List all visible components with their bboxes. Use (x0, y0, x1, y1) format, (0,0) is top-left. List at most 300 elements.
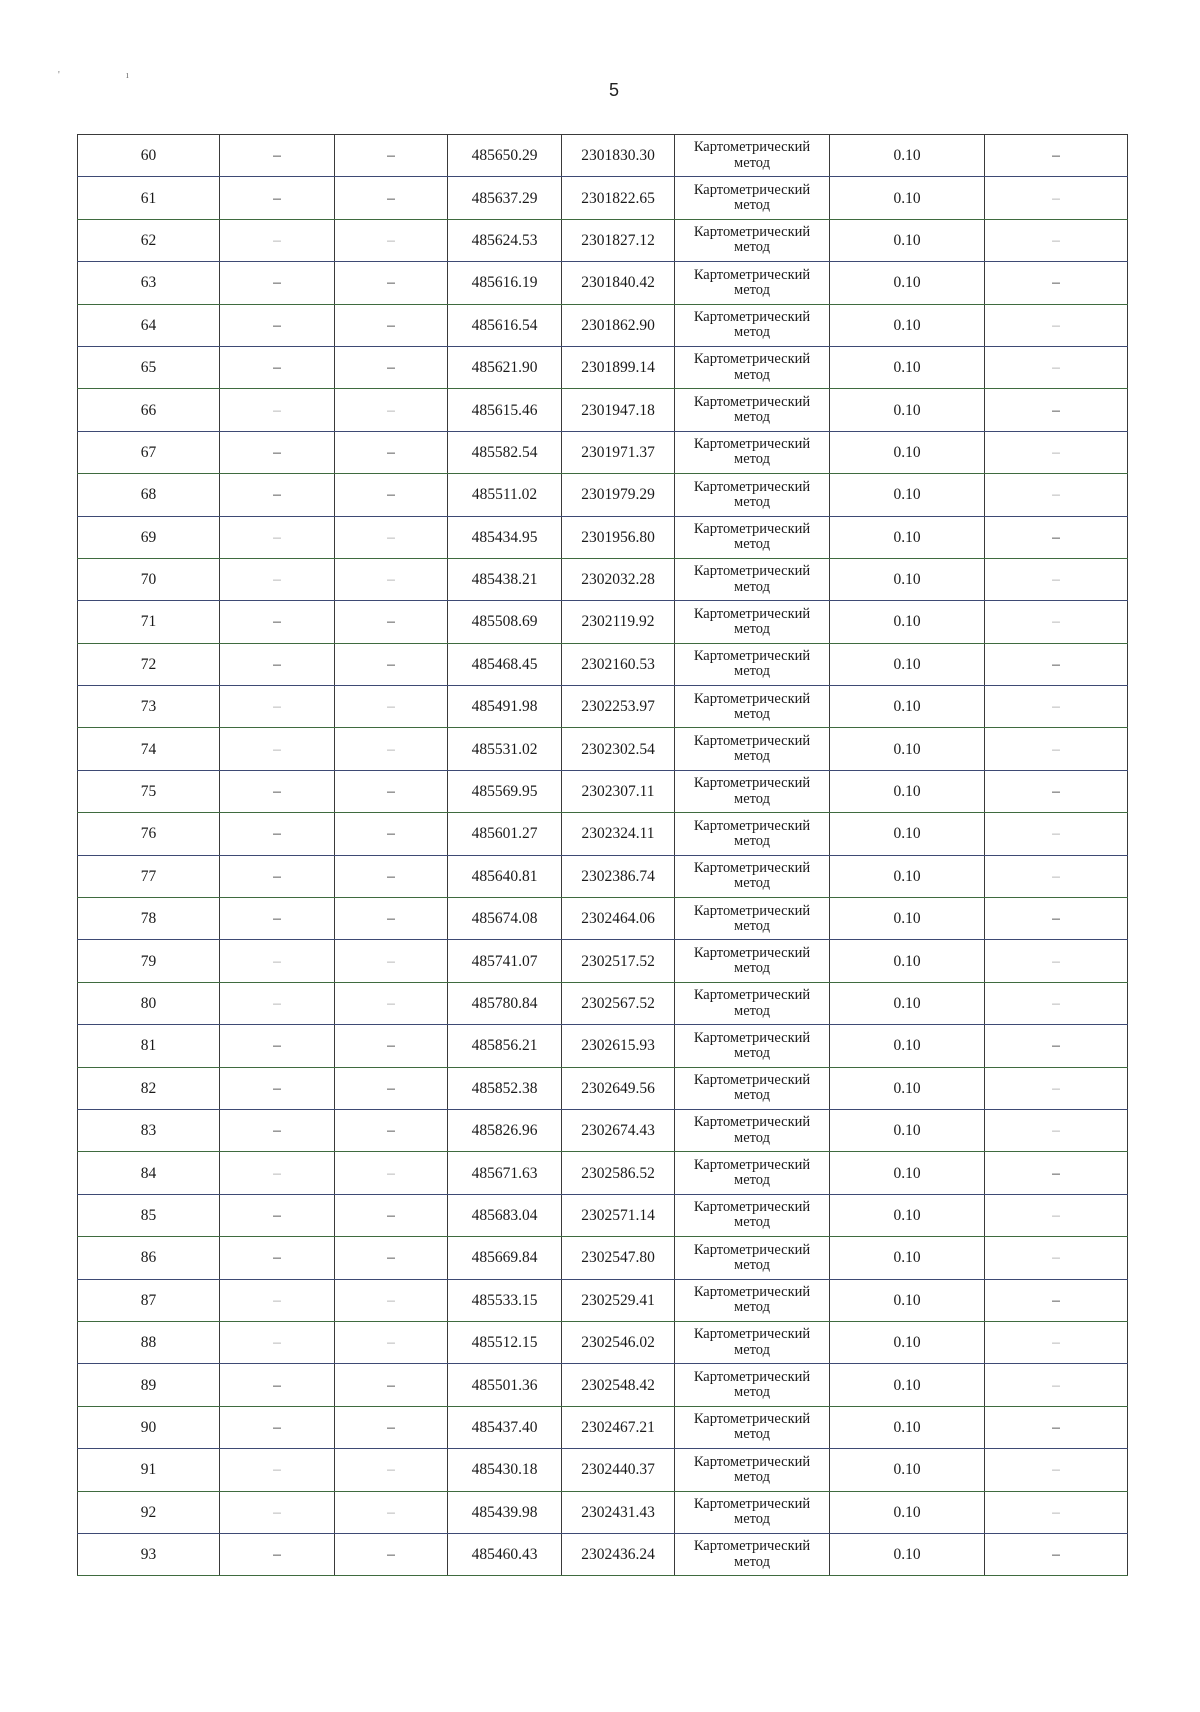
dash-cell: – (985, 770, 1128, 812)
point-number-cell: 72 (78, 643, 220, 685)
method-cell: Картометрический метод (675, 982, 830, 1024)
accuracy-cell: 0.10 (830, 1194, 985, 1236)
x-coordinate-cell: 485460.43 (448, 1533, 562, 1575)
table-row (78, 177, 1128, 219)
point-number-cell: 71 (78, 601, 220, 643)
y-coordinate-cell: 2301827.12 (562, 219, 675, 261)
dash-cell: – (985, 1449, 1128, 1491)
dash-cell: – (335, 516, 448, 558)
dash-cell: – (335, 601, 448, 643)
y-coordinate-cell: 2301899.14 (562, 346, 675, 388)
dash-cell: – (220, 940, 335, 982)
dash-cell: – (985, 813, 1128, 855)
dash-cell: – (220, 1321, 335, 1363)
dash-cell: – (985, 686, 1128, 728)
dash-cell: – (985, 1364, 1128, 1406)
accuracy-cell: 0.10 (830, 898, 985, 940)
table-row (78, 135, 1128, 177)
dash-cell: – (985, 1491, 1128, 1533)
dash-cell: – (220, 516, 335, 558)
accuracy-cell: 0.10 (830, 1491, 985, 1533)
x-coordinate-cell: 485637.29 (448, 177, 562, 219)
accuracy-cell: 0.10 (830, 1449, 985, 1491)
accuracy-cell: 0.10 (830, 1237, 985, 1279)
accuracy-cell: 0.10 (830, 389, 985, 431)
method-cell: Картометрический метод (675, 346, 830, 388)
point-number-cell: 62 (78, 219, 220, 261)
dash-cell: – (220, 1364, 335, 1406)
accuracy-cell: 0.10 (830, 1364, 985, 1406)
y-coordinate-cell: 2301822.65 (562, 177, 675, 219)
method-cell: Картометрический метод (675, 389, 830, 431)
table-row (78, 558, 1128, 600)
method-cell: Картометрический метод (675, 1449, 830, 1491)
x-coordinate-cell: 485616.54 (448, 304, 562, 346)
dash-cell: – (220, 1194, 335, 1236)
table-row (78, 1194, 1128, 1236)
point-number-cell: 90 (78, 1406, 220, 1448)
method-cell: Картометрический метод (675, 1237, 830, 1279)
dash-cell: – (335, 1194, 448, 1236)
dash-cell: – (985, 982, 1128, 1024)
table-row (78, 728, 1128, 770)
dash-cell: – (335, 940, 448, 982)
method-cell: Картометрический метод (675, 813, 830, 855)
dash-cell: – (985, 898, 1128, 940)
method-cell: Картометрический метод (675, 1279, 830, 1321)
accuracy-cell: 0.10 (830, 1321, 985, 1363)
method-cell: Картометрический метод (675, 1152, 830, 1194)
coordinates-table (77, 134, 1128, 1576)
accuracy-cell: 0.10 (830, 855, 985, 897)
y-coordinate-cell: 2301971.37 (562, 431, 675, 473)
dash-cell: – (220, 813, 335, 855)
point-number-cell: 79 (78, 940, 220, 982)
dash-cell: – (220, 1406, 335, 1448)
table-row (78, 1025, 1128, 1067)
x-coordinate-cell: 485683.04 (448, 1194, 562, 1236)
point-number-cell: 65 (78, 346, 220, 388)
x-coordinate-cell: 485491.98 (448, 686, 562, 728)
x-coordinate-cell: 485533.15 (448, 1279, 562, 1321)
table-row (78, 1364, 1128, 1406)
dash-cell: – (335, 1449, 448, 1491)
dash-cell: – (985, 431, 1128, 473)
method-cell: Картометрический метод (675, 770, 830, 812)
accuracy-cell: 0.10 (830, 686, 985, 728)
page-number: 5 (608, 80, 619, 100)
accuracy-cell: 0.10 (830, 346, 985, 388)
method-cell: Картометрический метод (675, 1406, 830, 1448)
x-coordinate-cell: 485615.46 (448, 389, 562, 431)
y-coordinate-cell: 2302324.11 (562, 813, 675, 855)
accuracy-cell: 0.10 (830, 516, 985, 558)
table-row (78, 1279, 1128, 1321)
y-coordinate-cell: 2302548.42 (562, 1364, 675, 1406)
x-coordinate-cell: 485582.54 (448, 431, 562, 473)
dash-cell: – (985, 219, 1128, 261)
dash-cell: – (335, 474, 448, 516)
table-row (78, 1152, 1128, 1194)
method-cell: Картометрический метод (675, 643, 830, 685)
table-row (78, 1321, 1128, 1363)
dash-cell: – (220, 855, 335, 897)
dash-cell: – (335, 219, 448, 261)
dash-cell: – (985, 1194, 1128, 1236)
dash-cell: – (985, 1109, 1128, 1151)
x-coordinate-cell: 485669.84 (448, 1237, 562, 1279)
accuracy-cell: 0.10 (830, 643, 985, 685)
table-row (78, 474, 1128, 516)
method-cell: Картометрический метод (675, 431, 830, 473)
x-coordinate-cell: 485508.69 (448, 601, 562, 643)
accuracy-cell: 0.10 (830, 1152, 985, 1194)
dash-cell: – (335, 262, 448, 304)
table-row (78, 940, 1128, 982)
dash-cell: – (335, 1491, 448, 1533)
dash-cell: – (335, 1406, 448, 1448)
dash-cell: – (985, 601, 1128, 643)
y-coordinate-cell: 2301956.80 (562, 516, 675, 558)
y-coordinate-cell: 2301979.29 (562, 474, 675, 516)
dash-cell: – (985, 1152, 1128, 1194)
point-number-cell: 82 (78, 1067, 220, 1109)
dash-cell: – (220, 1491, 335, 1533)
accuracy-cell: 0.10 (830, 262, 985, 304)
y-coordinate-cell: 2302674.43 (562, 1109, 675, 1151)
dash-cell: – (335, 686, 448, 728)
dash-cell: – (220, 1237, 335, 1279)
dash-cell: – (985, 1237, 1128, 1279)
y-coordinate-cell: 2301840.42 (562, 262, 675, 304)
dash-cell: – (220, 1152, 335, 1194)
accuracy-cell: 0.10 (830, 813, 985, 855)
y-coordinate-cell: 2302571.14 (562, 1194, 675, 1236)
y-coordinate-cell: 2302302.54 (562, 728, 675, 770)
dash-cell: – (220, 770, 335, 812)
accuracy-cell: 0.10 (830, 304, 985, 346)
table-row (78, 770, 1128, 812)
y-coordinate-cell: 2302517.52 (562, 940, 675, 982)
table-row (78, 304, 1128, 346)
method-cell: Картометрический метод (675, 728, 830, 770)
y-coordinate-cell: 2302440.37 (562, 1449, 675, 1491)
dash-cell: – (335, 1152, 448, 1194)
accuracy-cell: 0.10 (830, 1533, 985, 1575)
table-row (78, 1067, 1128, 1109)
table-row (78, 219, 1128, 261)
dash-cell: – (335, 558, 448, 600)
method-cell: Картометрический метод (675, 177, 830, 219)
accuracy-cell: 0.10 (830, 135, 985, 177)
accuracy-cell: 0.10 (830, 558, 985, 600)
dash-cell: – (220, 474, 335, 516)
point-number-cell: 63 (78, 262, 220, 304)
table-row (78, 346, 1128, 388)
point-number-cell: 83 (78, 1109, 220, 1151)
y-coordinate-cell: 2302649.56 (562, 1067, 675, 1109)
accuracy-cell: 0.10 (830, 982, 985, 1024)
y-coordinate-cell: 2302467.21 (562, 1406, 675, 1448)
y-coordinate-cell: 2302464.06 (562, 898, 675, 940)
dash-cell: – (985, 389, 1128, 431)
x-coordinate-cell: 485501.36 (448, 1364, 562, 1406)
dash-cell: – (220, 601, 335, 643)
dash-cell: – (335, 813, 448, 855)
point-number-cell: 87 (78, 1279, 220, 1321)
table-row (78, 643, 1128, 685)
point-number-cell: 89 (78, 1364, 220, 1406)
method-cell: Картометрический метод (675, 1025, 830, 1067)
accuracy-cell: 0.10 (830, 1406, 985, 1448)
x-coordinate-cell: 485780.84 (448, 982, 562, 1024)
dash-cell: – (220, 1533, 335, 1575)
y-coordinate-cell: 2302032.28 (562, 558, 675, 600)
dash-cell: – (220, 219, 335, 261)
method-cell: Картометрический метод (675, 898, 830, 940)
dash-cell: – (335, 177, 448, 219)
method-cell: Картометрический метод (675, 1194, 830, 1236)
point-number-cell: 64 (78, 304, 220, 346)
y-coordinate-cell: 2302586.52 (562, 1152, 675, 1194)
y-coordinate-cell: 2301862.90 (562, 304, 675, 346)
dash-cell: – (985, 474, 1128, 516)
dash-cell: – (335, 982, 448, 1024)
x-coordinate-cell: 485531.02 (448, 728, 562, 770)
table-row (78, 982, 1128, 1024)
method-cell: Картометрический метод (675, 474, 830, 516)
method-cell: Картометрический метод (675, 1364, 830, 1406)
point-number-cell: 73 (78, 686, 220, 728)
accuracy-cell: 0.10 (830, 1067, 985, 1109)
x-coordinate-cell: 485650.29 (448, 135, 562, 177)
dash-cell: – (335, 770, 448, 812)
accuracy-cell: 0.10 (830, 431, 985, 473)
y-coordinate-cell: 2302253.97 (562, 686, 675, 728)
x-coordinate-cell: 485569.95 (448, 770, 562, 812)
method-cell: Картометрический метод (675, 940, 830, 982)
dash-cell: – (985, 728, 1128, 770)
accuracy-cell: 0.10 (830, 940, 985, 982)
point-number-cell: 85 (78, 1194, 220, 1236)
dash-cell: – (985, 1067, 1128, 1109)
accuracy-cell: 0.10 (830, 1279, 985, 1321)
y-coordinate-cell: 2302307.11 (562, 770, 675, 812)
dash-cell: – (335, 1025, 448, 1067)
dash-cell: – (220, 643, 335, 685)
table-row (78, 1449, 1128, 1491)
method-cell: Картометрический метод (675, 262, 830, 304)
dash-cell: – (335, 1237, 448, 1279)
dash-cell: – (335, 728, 448, 770)
x-coordinate-cell: 485511.02 (448, 474, 562, 516)
point-number-cell: 75 (78, 770, 220, 812)
y-coordinate-cell: 2302436.24 (562, 1533, 675, 1575)
dash-cell: – (985, 558, 1128, 600)
dash-cell: – (985, 346, 1128, 388)
accuracy-cell: 0.10 (830, 1025, 985, 1067)
y-coordinate-cell: 2302160.53 (562, 643, 675, 685)
method-cell: Картометрический метод (675, 1109, 830, 1151)
point-number-cell: 81 (78, 1025, 220, 1067)
y-coordinate-cell: 2302386.74 (562, 855, 675, 897)
dash-cell: – (985, 304, 1128, 346)
dash-cell: – (220, 982, 335, 1024)
point-number-cell: 61 (78, 177, 220, 219)
method-cell: Картометрический метод (675, 304, 830, 346)
dash-cell: – (220, 431, 335, 473)
accuracy-cell: 0.10 (830, 219, 985, 261)
y-coordinate-cell: 2301947.18 (562, 389, 675, 431)
y-coordinate-cell: 2302431.43 (562, 1491, 675, 1533)
method-cell: Картометрический метод (675, 135, 830, 177)
dash-cell: – (220, 1279, 335, 1321)
table-row (78, 898, 1128, 940)
scan-mark: ı (126, 70, 129, 81)
y-coordinate-cell: 2302567.52 (562, 982, 675, 1024)
dash-cell: – (335, 1533, 448, 1575)
accuracy-cell: 0.10 (830, 728, 985, 770)
x-coordinate-cell: 485624.53 (448, 219, 562, 261)
accuracy-cell: 0.10 (830, 1109, 985, 1151)
dash-cell: – (985, 262, 1128, 304)
dash-cell: – (985, 1406, 1128, 1448)
point-number-cell: 60 (78, 135, 220, 177)
x-coordinate-cell: 485616.19 (448, 262, 562, 304)
x-coordinate-cell: 485852.38 (448, 1067, 562, 1109)
table-row (78, 1109, 1128, 1151)
dash-cell: – (985, 1279, 1128, 1321)
x-coordinate-cell: 485601.27 (448, 813, 562, 855)
table-row (78, 389, 1128, 431)
method-cell: Картометрический метод (675, 1491, 830, 1533)
table-row (78, 601, 1128, 643)
y-coordinate-cell: 2302546.02 (562, 1321, 675, 1363)
table-row (78, 431, 1128, 473)
y-coordinate-cell: 2302547.80 (562, 1237, 675, 1279)
dash-cell: – (985, 1321, 1128, 1363)
dash-cell: – (220, 1067, 335, 1109)
dash-cell: – (335, 1364, 448, 1406)
dash-cell: – (985, 1025, 1128, 1067)
dash-cell: – (335, 1321, 448, 1363)
table-row (78, 1406, 1128, 1448)
x-coordinate-cell: 485671.63 (448, 1152, 562, 1194)
dash-cell: – (985, 177, 1128, 219)
x-coordinate-cell: 485826.96 (448, 1109, 562, 1151)
point-number-cell: 84 (78, 1152, 220, 1194)
point-number-cell: 76 (78, 813, 220, 855)
x-coordinate-cell: 485640.81 (448, 855, 562, 897)
table-row (78, 262, 1128, 304)
y-coordinate-cell: 2302529.41 (562, 1279, 675, 1321)
point-number-cell: 70 (78, 558, 220, 600)
table-row (78, 1237, 1128, 1279)
dash-cell: – (335, 643, 448, 685)
x-coordinate-cell: 485674.08 (448, 898, 562, 940)
y-coordinate-cell: 2301830.30 (562, 135, 675, 177)
point-number-cell: 69 (78, 516, 220, 558)
x-coordinate-cell: 485512.15 (448, 1321, 562, 1363)
point-number-cell: 67 (78, 431, 220, 473)
point-number-cell: 74 (78, 728, 220, 770)
x-coordinate-cell: 485741.07 (448, 940, 562, 982)
x-coordinate-cell: 485468.45 (448, 643, 562, 685)
accuracy-cell: 0.10 (830, 474, 985, 516)
table-row (78, 516, 1128, 558)
dash-cell: – (220, 389, 335, 431)
x-coordinate-cell: 485621.90 (448, 346, 562, 388)
dash-cell: – (220, 558, 335, 600)
dash-cell: – (220, 728, 335, 770)
point-number-cell: 93 (78, 1533, 220, 1575)
dash-cell: – (335, 135, 448, 177)
dash-cell: – (335, 346, 448, 388)
dash-cell: – (985, 855, 1128, 897)
method-cell: Картометрический метод (675, 558, 830, 600)
accuracy-cell: 0.10 (830, 177, 985, 219)
dash-cell: – (985, 135, 1128, 177)
x-coordinate-cell: 485856.21 (448, 1025, 562, 1067)
dash-cell: – (985, 643, 1128, 685)
coordinates-table-body (78, 135, 1128, 1576)
dash-cell: – (985, 940, 1128, 982)
method-cell: Картометрический метод (675, 1321, 830, 1363)
table-row (78, 1491, 1128, 1533)
x-coordinate-cell: 485438.21 (448, 558, 562, 600)
method-cell: Картометрический метод (675, 601, 830, 643)
y-coordinate-cell: 2302119.92 (562, 601, 675, 643)
dash-cell: – (220, 1449, 335, 1491)
dash-cell: – (220, 898, 335, 940)
point-number-cell: 68 (78, 474, 220, 516)
dash-cell: – (335, 855, 448, 897)
dash-cell: – (220, 177, 335, 219)
table-row (78, 1533, 1128, 1575)
dash-cell: – (220, 1109, 335, 1151)
point-number-cell: 80 (78, 982, 220, 1024)
method-cell: Картометрический метод (675, 1533, 830, 1575)
point-number-cell: 78 (78, 898, 220, 940)
dash-cell: – (220, 135, 335, 177)
method-cell: Картометрический метод (675, 686, 830, 728)
table-row (78, 855, 1128, 897)
x-coordinate-cell: 485437.40 (448, 1406, 562, 1448)
method-cell: Картометрический метод (675, 1067, 830, 1109)
dash-cell: – (335, 389, 448, 431)
x-coordinate-cell: 485439.98 (448, 1491, 562, 1533)
dash-cell: – (220, 262, 335, 304)
method-cell: Картометрический метод (675, 219, 830, 261)
dash-cell: – (220, 346, 335, 388)
point-number-cell: 88 (78, 1321, 220, 1363)
dash-cell: – (335, 431, 448, 473)
x-coordinate-cell: 485430.18 (448, 1449, 562, 1491)
x-coordinate-cell: 485434.95 (448, 516, 562, 558)
accuracy-cell: 0.10 (830, 770, 985, 812)
dash-cell: – (985, 1533, 1128, 1575)
point-number-cell: 77 (78, 855, 220, 897)
point-number-cell: 91 (78, 1449, 220, 1491)
table-row (78, 686, 1128, 728)
y-coordinate-cell: 2302615.93 (562, 1025, 675, 1067)
point-number-cell: 66 (78, 389, 220, 431)
point-number-cell: 86 (78, 1237, 220, 1279)
dash-cell: – (335, 304, 448, 346)
point-number-cell: 92 (78, 1491, 220, 1533)
dash-cell: – (220, 1025, 335, 1067)
accuracy-cell: 0.10 (830, 601, 985, 643)
